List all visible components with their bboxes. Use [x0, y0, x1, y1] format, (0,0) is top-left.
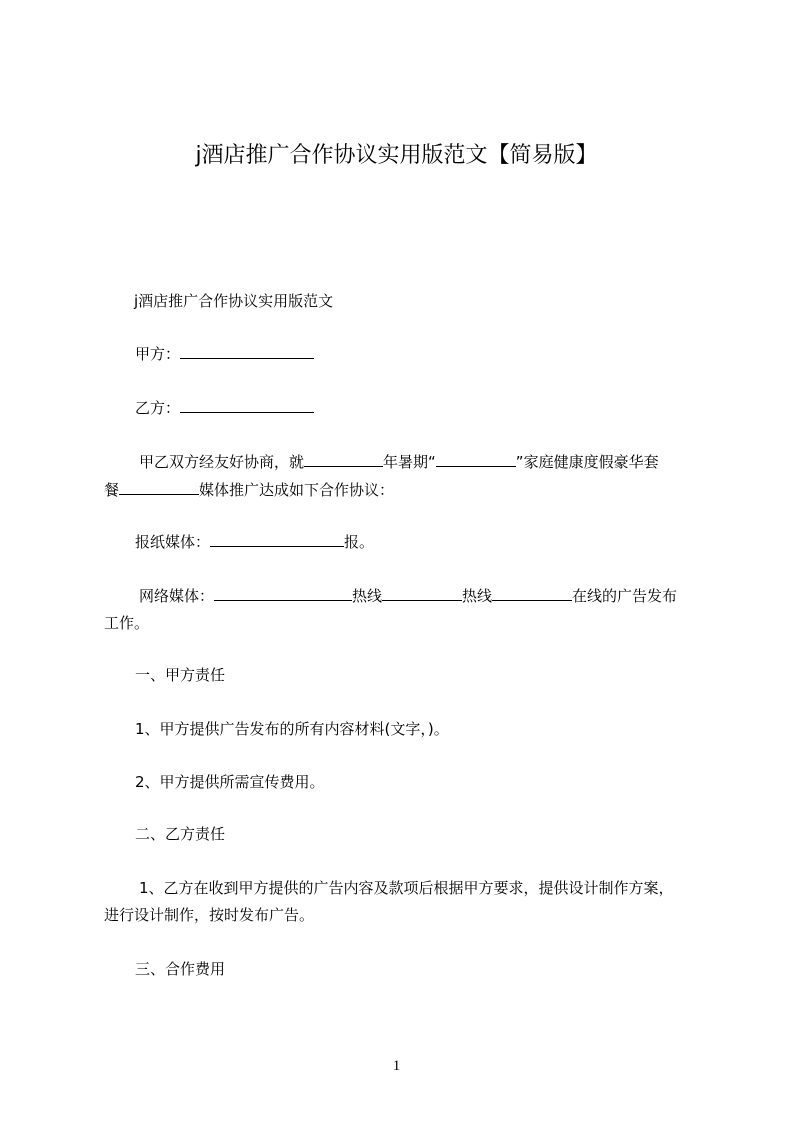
intro-part5: 媒体推广达成如下合作协议： [199, 481, 395, 499]
media-blank [119, 479, 199, 495]
network-blank-3 [492, 585, 572, 601]
party-b-blank [180, 397, 314, 413]
network-blank-1 [214, 585, 352, 601]
year-blank [304, 451, 383, 467]
newspaper-line [135, 528, 735, 556]
network-suffix: 在线的广告发布 [572, 587, 678, 605]
intro-part4: 餐 [104, 481, 120, 499]
party-a-line [135, 340, 735, 368]
network-line-2: 工作。 [104, 614, 150, 632]
intro-part2: 年暑期“ [383, 453, 436, 471]
section3-heading: 三、合作费用 [135, 960, 226, 978]
network-line-1 [139, 582, 739, 610]
network-label: 网络媒体： [139, 587, 215, 605]
section2-heading: 二、乙方责任 [135, 825, 226, 843]
document-title: j酒店推广合作协议实用版范文【简易版】 [195, 143, 598, 168]
newspaper-blank [210, 531, 344, 547]
section1-item2: 2、甲方提供所需宣传费用。 [135, 773, 325, 791]
page-number: 1 [392, 1058, 401, 1074]
network-hotline-2: 热线 [462, 587, 493, 605]
party-a-blank [180, 343, 314, 359]
party-b-line [135, 394, 735, 422]
network-hotline-1: 热线 [352, 587, 383, 605]
newspaper-label: 报纸媒体： [135, 533, 211, 551]
section2-item1-line1: 1、乙方在收到甲方提供的广告内容及款项后根据甲方要求，提供设计制作方案， [139, 879, 674, 897]
intro-part1: 甲乙双方经友好协商，就 [139, 453, 305, 471]
section1-heading: 一、甲方责任 [135, 666, 226, 684]
party-b-label: 乙方： [135, 399, 181, 417]
package-name-blank [436, 451, 516, 467]
party-a-label: 甲方： [135, 345, 181, 363]
intro-line-2 [104, 476, 704, 504]
section1-item1: 1、甲方提供广告发布的所有内容材料(文字，)。 [135, 720, 449, 738]
intro-part3: ”家庭健康度假豪华套 [515, 453, 659, 471]
section2-item1-line2: 进行设计制作，按时发布广告。 [104, 906, 315, 924]
document-subtitle: j酒店推广合作协议实用版范文 [134, 292, 334, 310]
newspaper-suffix: 报。 [344, 533, 375, 551]
intro-line-1 [139, 448, 739, 476]
network-blank-2 [382, 585, 462, 601]
